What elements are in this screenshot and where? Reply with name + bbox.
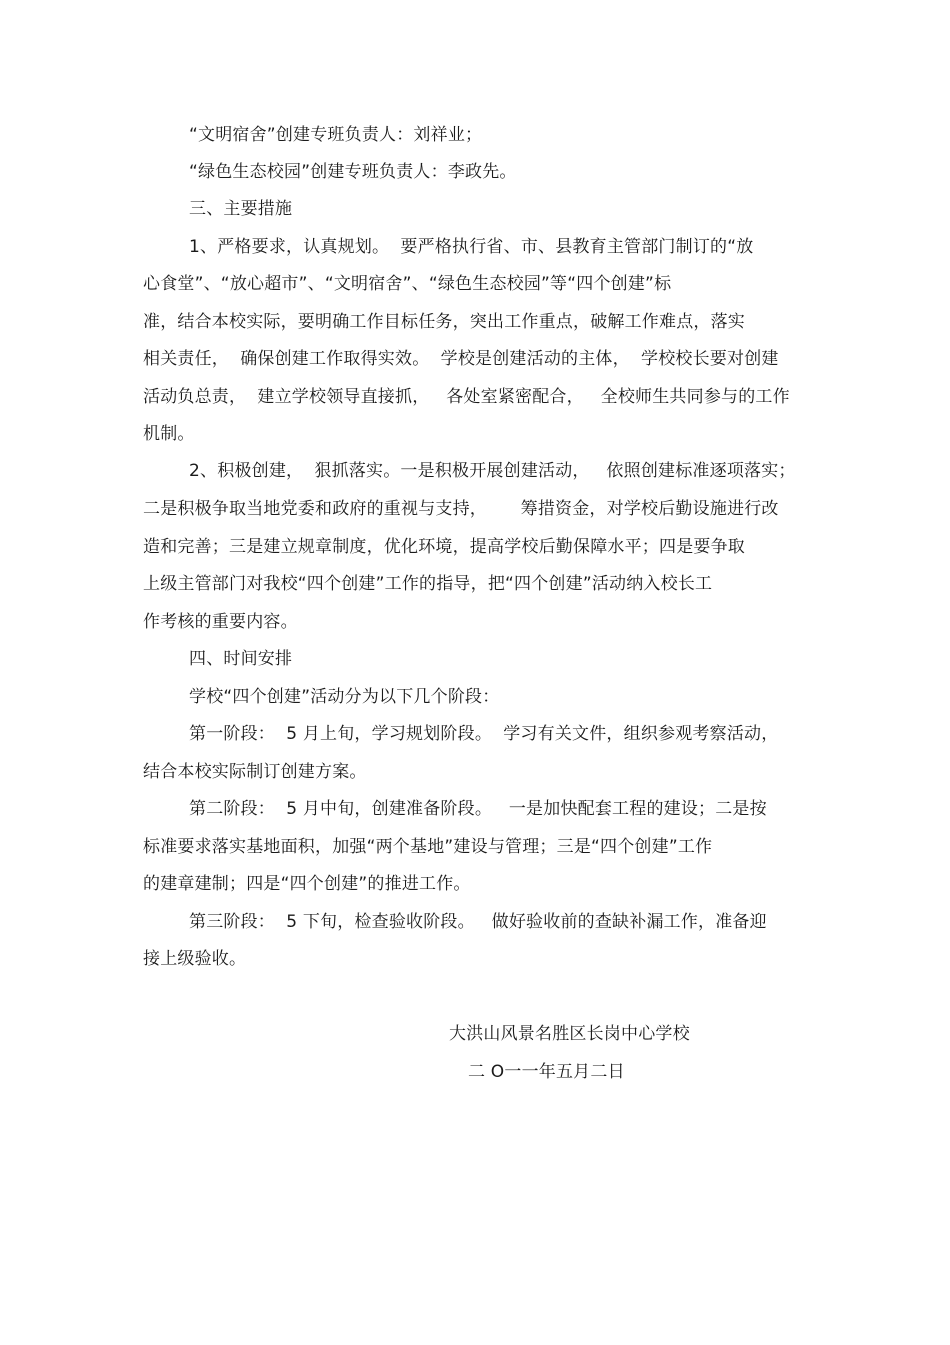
text-line-green-campus: “绿色生态校园”创建专班负责人：李政先。	[189, 162, 517, 182]
text-line: 心食堂”、“放心超市”、“文明宿舍”、“绿色生态校园”等“四个创建”标	[143, 274, 672, 294]
section-heading-schedule: 四、时间安排	[189, 649, 293, 669]
section-heading-measures: 三、主要措施	[189, 199, 293, 219]
text-line: 的建章建制；四是“四个创建”的推进工作。	[143, 874, 471, 894]
signature-date: 二 O一一年五月二日	[468, 1062, 625, 1082]
signature-school-name: 大洪山风景名胜区长岗中心学校	[449, 1024, 690, 1044]
text-line: 1、严格要求，认真规划。 要严格执行省、市、县教育主管部门制订的“放	[189, 237, 754, 257]
text-line: 作考核的重要内容。	[143, 612, 298, 632]
text-line: 标准要求落实基地面积，加强“两个基地”建设与管理；三是“四个创建”工作	[143, 837, 713, 857]
text-line: 活动负总责， 建立学校领导直接抓， 各处室紧密配合， 全校师生共同参与的工作	[143, 387, 790, 407]
text-line: 结合本校实际制订创建方案。	[143, 762, 367, 782]
text-line: 造和完善；三是建立规章制度，优化环境，提高学校后勤保障水平；四是要争取	[143, 537, 745, 557]
text-line-stage-three: 第三阶段： 5 下旬，检查验收阶段。 做好验收前的查缺补漏工作，准备迎	[189, 912, 767, 932]
text-line: 2、积极创建， 狠抓落实。一是积极开展创建活动， 依照创建标准逐项落实；	[189, 461, 796, 481]
text-line: 二是积极争取当地党委和政府的重视与支持， 筹措资金，对学校后勤设施进行改	[143, 499, 779, 519]
text-line: 接上级验收。	[143, 949, 247, 969]
text-line-stage-two: 第二阶段： 5 月中旬，创建准备阶段。 一是加快配套工程的建设；二是按	[189, 799, 767, 819]
text-line: 学校“四个创建”活动分为以下几个阶段：	[189, 687, 500, 707]
text-line: 相关责任， 确保创建工作取得实效。 学校是创建活动的主体， 学校校长要对创建	[143, 349, 779, 369]
text-line-stage-one: 第一阶段： 5 月上旬，学习规划阶段。 学习有关文件，组织参观考察活动，	[189, 724, 779, 744]
text-line: 准，结合本校实际，要明确工作目标任务，突出工作重点，破解工作难点，落实	[143, 312, 745, 332]
text-line: 机制。	[143, 424, 195, 444]
text-line: 上级主管部门对我校“四个创建”工作的指导，把“四个创建”活动纳入校长工	[143, 574, 713, 594]
text-line-wenming-dorm: “文明宿舍”创建专班负责人：刘祥业；	[189, 125, 483, 145]
